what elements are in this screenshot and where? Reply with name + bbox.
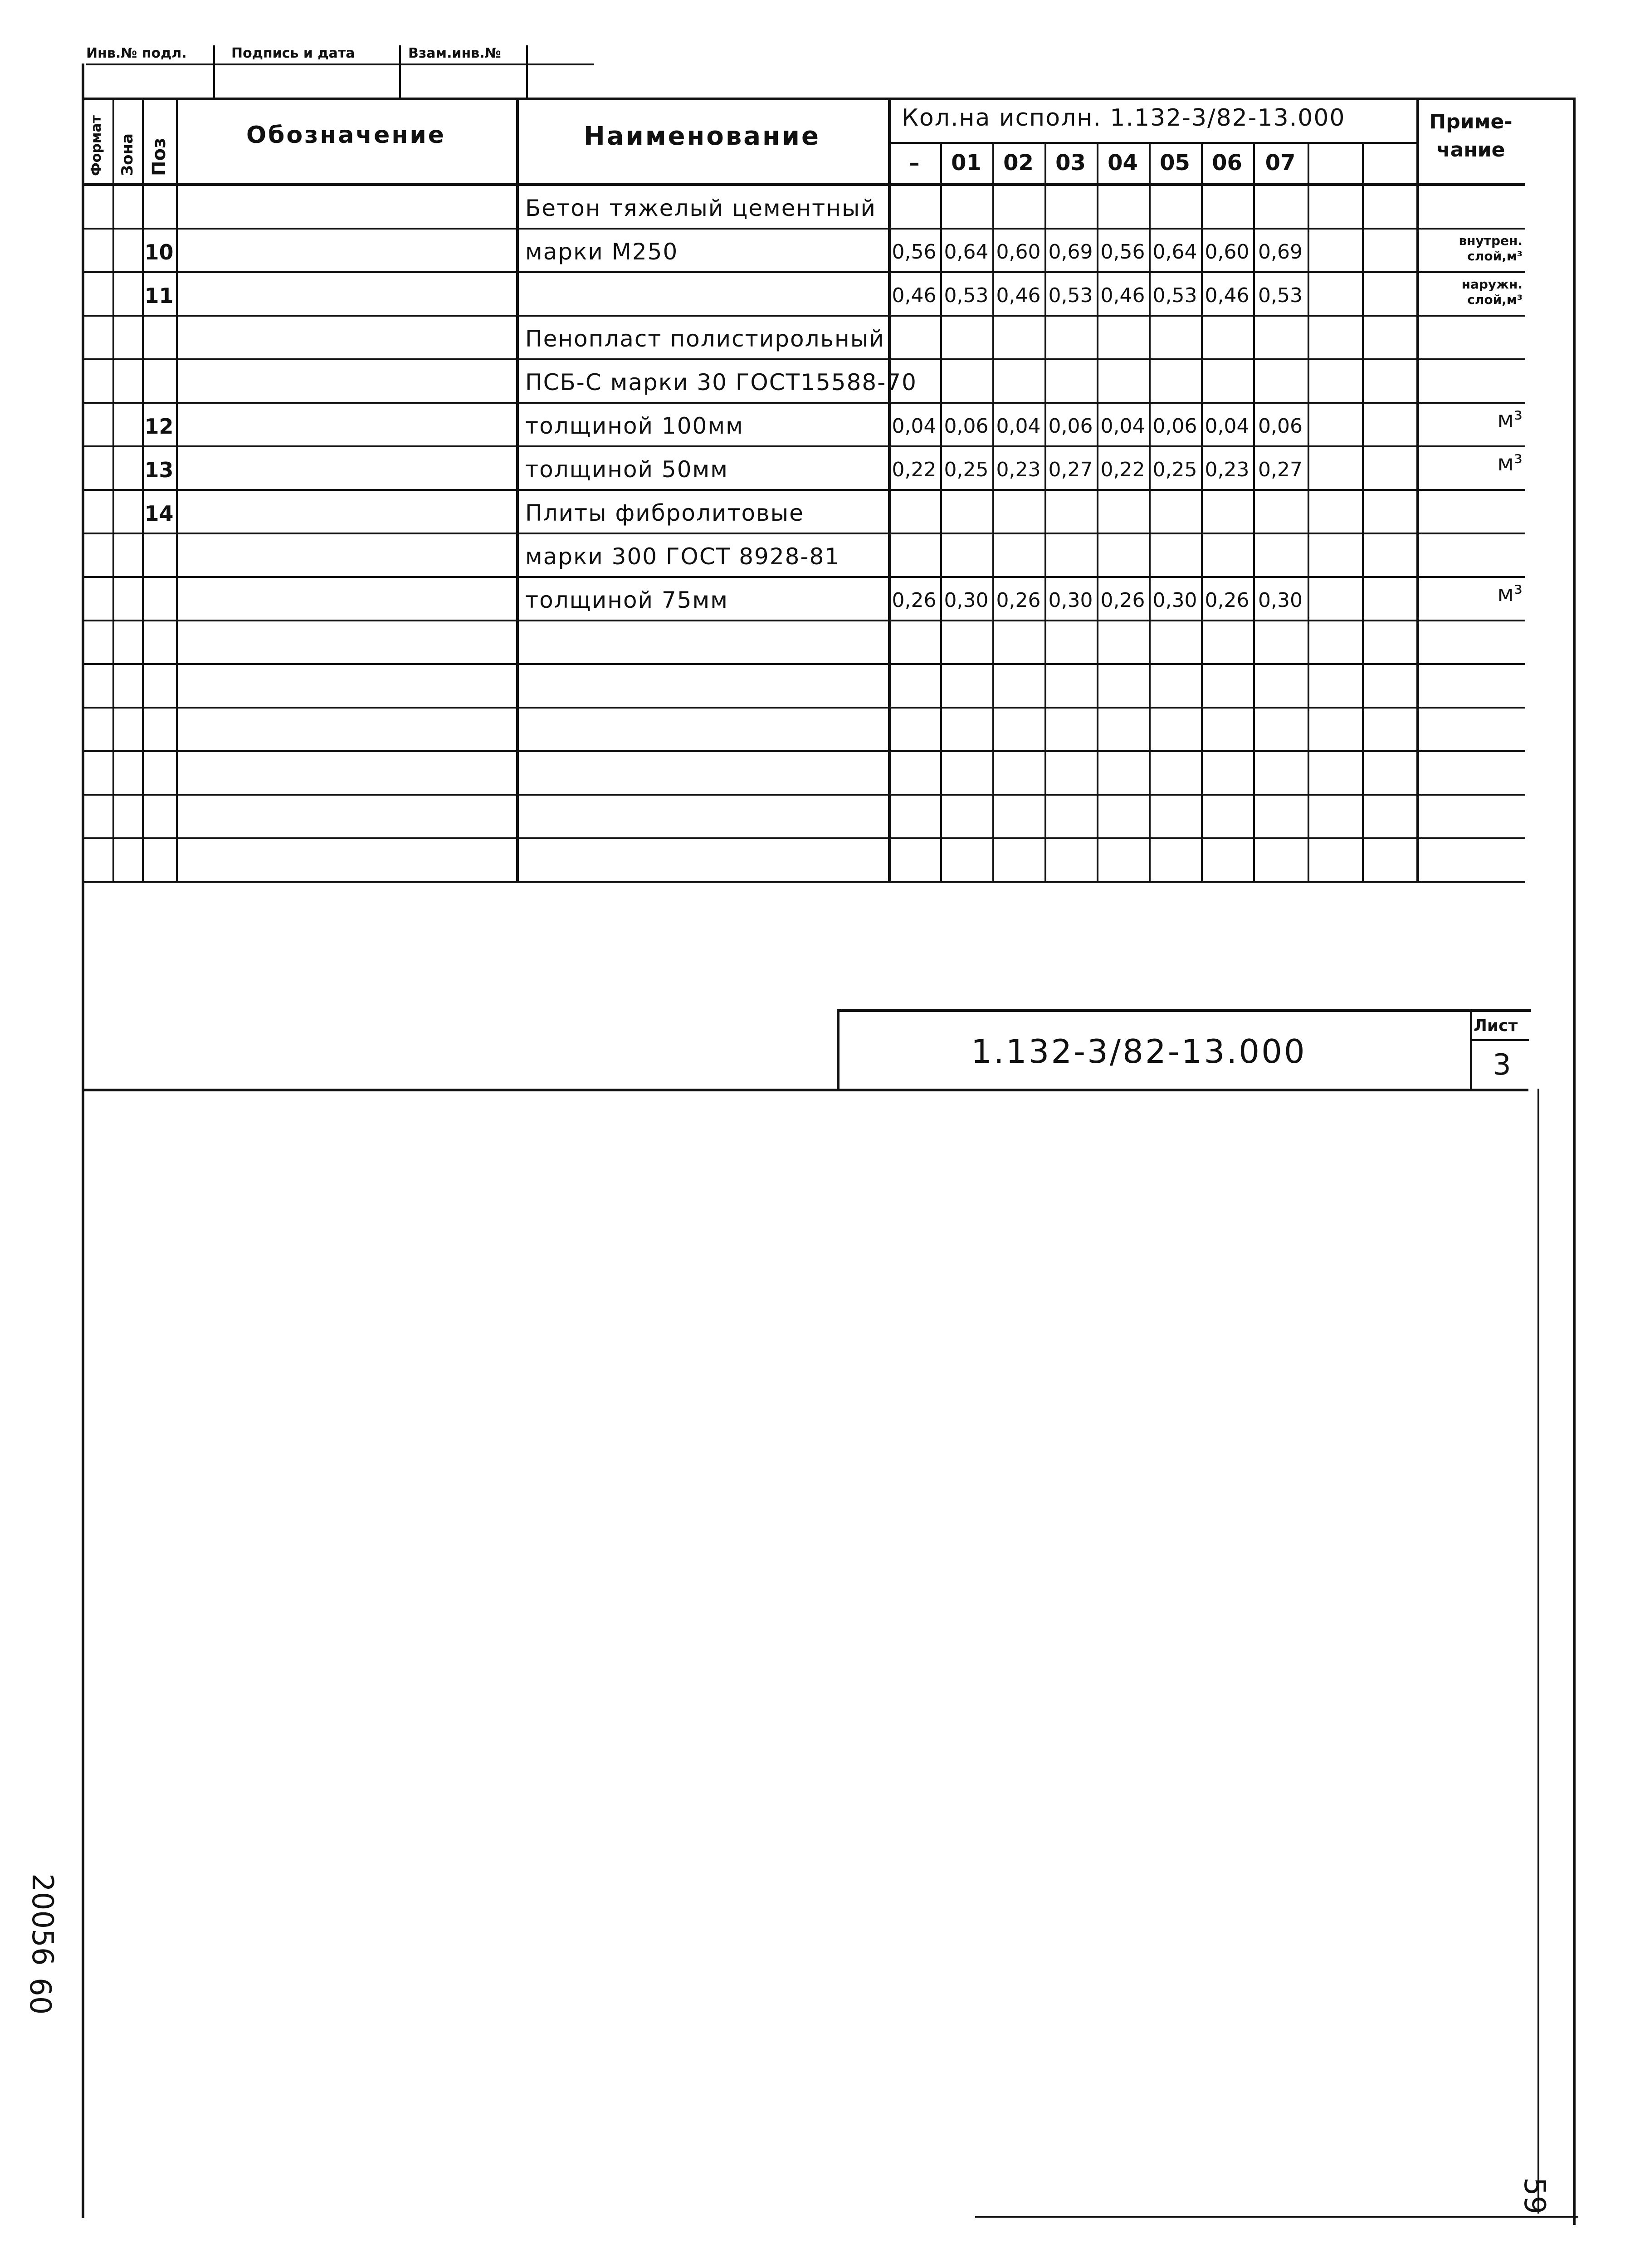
- header-designation: Обозначение: [246, 122, 446, 149]
- row-note: м³: [1497, 450, 1523, 476]
- row-value: 0,56: [892, 240, 937, 264]
- table-rule: [112, 99, 114, 882]
- row-value: 0,64: [1152, 240, 1197, 264]
- table-rule: [1308, 142, 1309, 882]
- frame-right: [1573, 98, 1576, 2225]
- stamp-vzam: Взам.инв.№: [408, 45, 501, 61]
- header-format: Формат: [88, 115, 104, 176]
- bottom-rule: [975, 2216, 1578, 2218]
- header-variant: 02: [1003, 150, 1034, 176]
- row-name: толщиной 100мм: [525, 413, 744, 439]
- row-value: 0,04: [1205, 415, 1249, 438]
- row-value: 0,46: [1205, 284, 1249, 307]
- row-value: 0,46: [892, 284, 937, 307]
- row-value: 0,06: [944, 415, 989, 438]
- header-variant: 04: [1108, 150, 1138, 176]
- archive-number: 20056: [25, 1873, 59, 1966]
- row-pos: 10: [144, 240, 174, 264]
- doc-code: 1.132-3/82-13.000: [971, 1032, 1307, 1070]
- row-value: 0,30: [944, 589, 989, 612]
- row-value: 0,04: [1100, 415, 1145, 438]
- row-value: 0,25: [944, 458, 989, 481]
- row-value: 0,53: [1258, 284, 1303, 307]
- header-variant: 05: [1160, 150, 1190, 176]
- table-rule: [888, 99, 891, 882]
- row-pos: 13: [144, 458, 174, 482]
- row-value: 0,46: [1100, 284, 1145, 307]
- row-note: м³: [1497, 581, 1523, 606]
- header-zone: Зона: [118, 133, 137, 176]
- row-name: Пенопласт полистирольный: [525, 326, 885, 352]
- header-note: Приме- чание: [1429, 110, 1513, 161]
- row-pos: 12: [144, 414, 174, 439]
- row-value: 0,60: [996, 240, 1041, 264]
- header-variant: –: [908, 150, 920, 176]
- row-value: 0,30: [1048, 589, 1093, 612]
- table-rule: [516, 99, 519, 882]
- row-pos: 14: [144, 501, 174, 526]
- table-rule: [176, 99, 178, 882]
- lower-divider: [83, 1089, 1528, 1091]
- title-block: [837, 1009, 1531, 1091]
- row-name: Плиты фибролитовые: [525, 500, 804, 526]
- margin-extra: 60: [23, 1978, 57, 2015]
- stamp-inv: Инв.№ подл.: [86, 45, 187, 61]
- top-stamp: [68, 45, 522, 66]
- row-pos: 11: [144, 284, 174, 308]
- sheet-number: 3: [1493, 1048, 1511, 1082]
- header-variant: 01: [951, 150, 981, 176]
- header-pos: Поз: [149, 137, 170, 176]
- header-variant: 07: [1265, 150, 1296, 176]
- page-number: 59: [1518, 2177, 1551, 2214]
- row-value: 0,53: [944, 284, 989, 307]
- header-qty: Кол.на исполн. 1.132-3/82-13.000: [902, 104, 1346, 132]
- row-value: 0,46: [996, 284, 1041, 307]
- table-rule: [1416, 99, 1419, 882]
- row-value: 0,04: [892, 415, 937, 438]
- row-value: 0,27: [1048, 458, 1093, 481]
- row-value: 0,53: [1048, 284, 1093, 307]
- header-variant: 03: [1055, 150, 1086, 176]
- specification-table: [83, 99, 1525, 884]
- row-value: 0,69: [1048, 240, 1093, 264]
- row-name: марки 300 ГОСТ 8928-81: [525, 543, 840, 570]
- sheet-label: Лист: [1474, 1017, 1518, 1035]
- row-value: 0,56: [1100, 240, 1145, 264]
- row-value: 0,06: [1258, 415, 1303, 438]
- row-name: ПСБ-С марки 30 ГОСТ15588-70: [525, 369, 917, 396]
- row-value: 0,26: [1205, 589, 1249, 612]
- row-value: 0,25: [1152, 458, 1197, 481]
- row-name: Бетон тяжелый цементный: [525, 195, 876, 221]
- row-value: 0,22: [1100, 458, 1145, 481]
- row-value: 0,23: [1205, 458, 1249, 481]
- stamp-sign: Подпись и дата: [231, 45, 355, 61]
- row-value: 0,30: [1152, 589, 1197, 612]
- row-note: м³: [1497, 407, 1523, 432]
- row-value: 0,23: [996, 458, 1041, 481]
- header-variant: 06: [1212, 150, 1242, 176]
- row-value: 0,53: [1152, 284, 1197, 307]
- row-value: 0,60: [1205, 240, 1249, 264]
- row-value: 0,27: [1258, 458, 1303, 481]
- row-value: 0,30: [1258, 589, 1303, 612]
- row-name: толщиной 75мм: [525, 587, 728, 613]
- row-value: 0,69: [1258, 240, 1303, 264]
- table-rule: [1362, 142, 1364, 882]
- row-name: марки М250: [525, 239, 678, 265]
- row-note: наружн. слой,м³: [1461, 277, 1523, 307]
- row-value: 0,22: [892, 458, 937, 481]
- row-name: толщиной 50мм: [525, 456, 728, 483]
- row-value: 0,26: [996, 589, 1041, 612]
- row-value: 0,26: [1100, 589, 1145, 612]
- row-value: 0,26: [892, 589, 937, 612]
- row-value: 0,06: [1152, 415, 1197, 438]
- table-rule: [142, 99, 144, 882]
- row-value: 0,64: [944, 240, 989, 264]
- row-value: 0,06: [1048, 415, 1093, 438]
- row-note: внутрен. слой,м³: [1459, 233, 1523, 264]
- table-rule: [888, 142, 1416, 144]
- header-name: Наименование: [584, 122, 820, 151]
- row-value: 0,04: [996, 415, 1041, 438]
- margin-line: [1537, 1089, 1539, 2214]
